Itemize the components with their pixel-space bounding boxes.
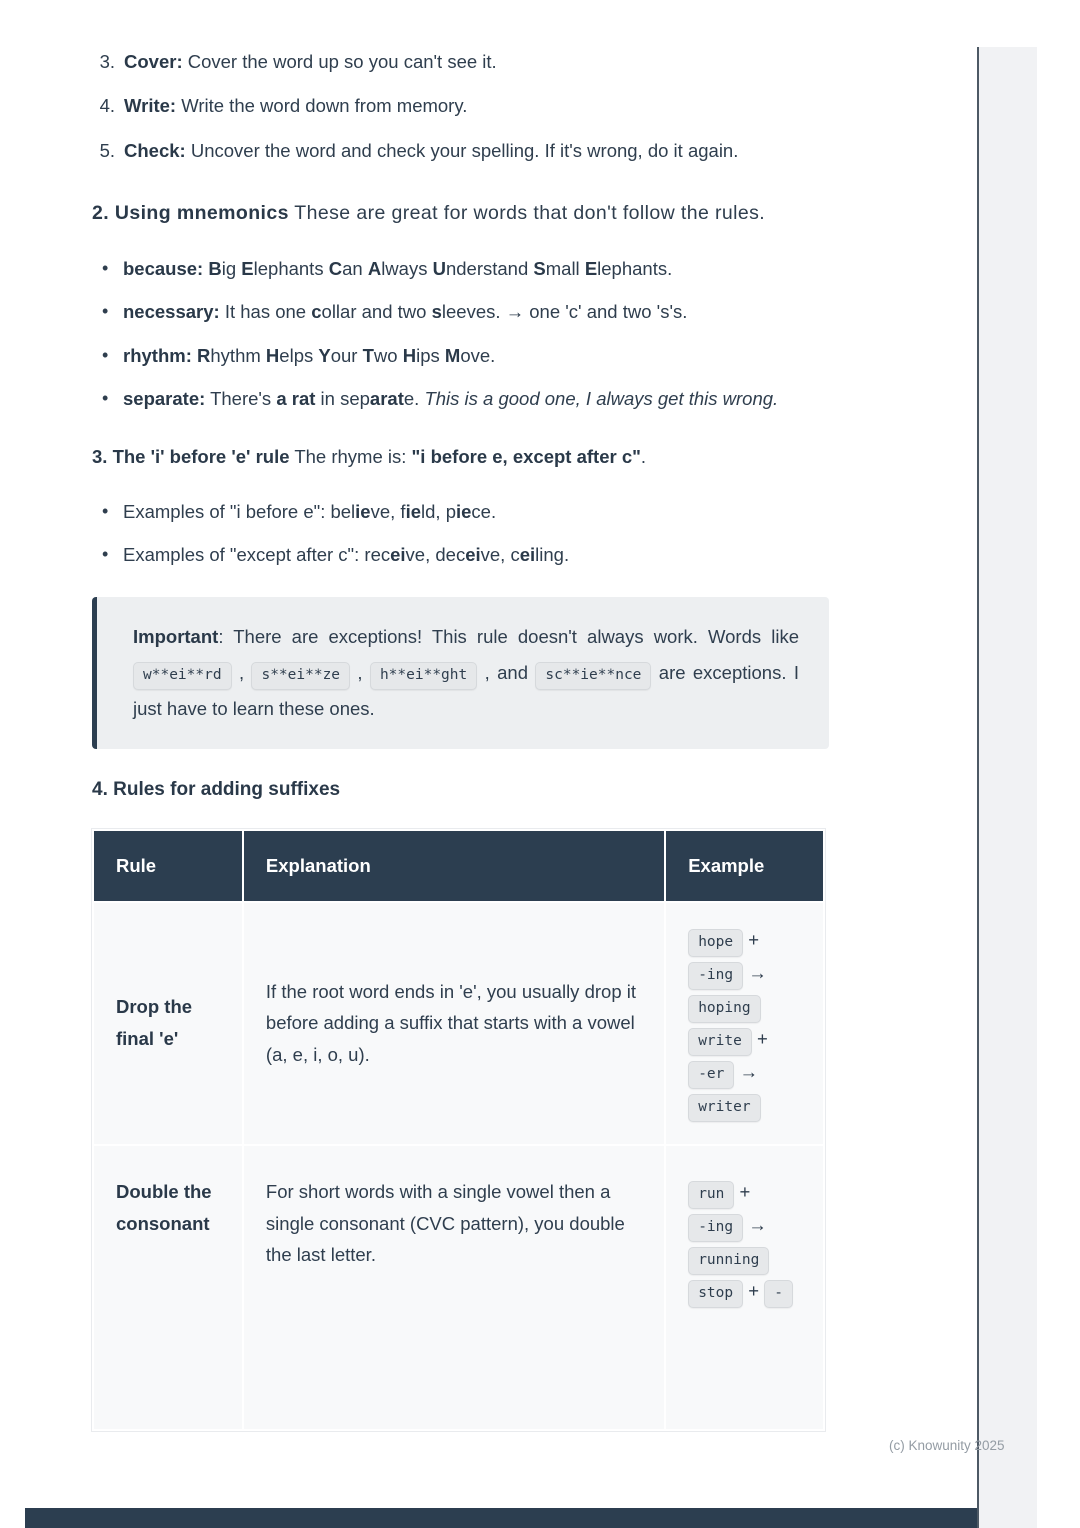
code-chip: sc**ie**nce (535, 662, 651, 690)
example-cell: run + -ing → running stop + - (665, 1145, 824, 1430)
code-chip: s**ei**ze (251, 662, 350, 690)
step-number: 4. (99, 95, 115, 117)
mnemonics-bullet-list (92, 253, 813, 415)
explanation-cell: For short words with a single vowel then a single consonant (CVC pattern), you double the last letter. (243, 1145, 665, 1430)
code-chip: h**ei**ght (370, 662, 477, 690)
step-number: 3. (99, 51, 115, 72)
page-content (92, 46, 829, 1431)
code-chip: running (688, 1247, 769, 1275)
step-text: Check: Uncover the word and check your spelling. If it's wrong, do it again. (124, 139, 739, 161)
numbered-step-list (92, 46, 813, 166)
code-chip: -ing (688, 962, 743, 990)
code-chip: write (688, 1028, 752, 1056)
callout-text: Important: There are exceptions! This rule doesn't always work. Words like w**ei**rd , s**ei**ze , h**ei**ght , and sc**ie**nce are exceptions. I just have to learn these ones. (133, 625, 799, 719)
section-heading-i-before-e: 3. The 'i' before 'e' rule The rhyme is: "i before e, except after c". (92, 445, 647, 467)
code-chip: -er (688, 1061, 734, 1089)
bullet-item-rhythm: • rhythm: Rhythm Helps Your Two Hips Move. (92, 340, 813, 371)
page-edge-rail (977, 47, 1037, 1528)
table-row-double-consonant (93, 1145, 824, 1430)
code-chip: run (688, 1181, 734, 1209)
table-row-drop-final-e (93, 902, 824, 1145)
suffix-rules-table (92, 829, 825, 1431)
bullet-item-because: • because: Big Elephants Can Always Understand Small Elephants. (92, 253, 813, 284)
step-number: 5. (99, 139, 115, 161)
numbered-step (92, 90, 813, 121)
code-chip: w**ei**rd (133, 662, 232, 690)
step-text: Write: Write the word down from memory. (124, 95, 468, 117)
section-heading-suffixes: 4. Rules for adding suffixes (92, 778, 341, 800)
table-header-explanation: Explanation (243, 830, 665, 902)
bullet-item-except-after-c-examples: • Examples of "except after c": receive, deceive, ceiling. (92, 539, 813, 570)
code-chip: hoping (688, 995, 760, 1023)
code-chip: hope (688, 929, 743, 957)
bullet-item-separate: • separate: There's a rat in separate. This is a good one, I always get this wrong. (92, 383, 813, 414)
section-heading-mnemonics: 2. Using mnemonics These are great for words that don't follow the rules. (92, 202, 766, 225)
bullet-item-i-before-e-examples: • Examples of "i before e": believe, field, piece. (92, 496, 813, 527)
rule-cell: Drop the final 'e' (93, 902, 243, 1145)
table-header-row (93, 830, 824, 902)
important-callout (92, 597, 829, 749)
explanation-cell: If the root word ends in 'e', you usually drop it before adding a suffix that starts with a vowel (a, e, i, o, u). (243, 902, 665, 1145)
page-bottom-bar (25, 1508, 977, 1528)
rule-cell: Double the consonant (93, 1145, 243, 1430)
table-header-example: Example (665, 830, 824, 902)
numbered-step (92, 135, 813, 166)
numbered-step (92, 46, 813, 77)
table-header-rule: Rule (93, 830, 243, 902)
example-cell: hope + -ing → hoping write + -er → writer (665, 902, 824, 1145)
code-chip: stop (688, 1280, 743, 1308)
code-chip: writer (688, 1094, 760, 1122)
code-chip: - (764, 1280, 793, 1308)
step-text: Cover: Cover the word up so you can't see it. (124, 51, 497, 72)
code-chip: -ing (688, 1214, 743, 1242)
i-before-e-bullet-list (92, 496, 813, 571)
bullet-item-necessary: • necessary: It has one collar and two sleeves. → one 'c' and two 's's. (92, 296, 813, 327)
copyright-notice: (c) Knowunity 2025 (889, 1438, 1005, 1453)
